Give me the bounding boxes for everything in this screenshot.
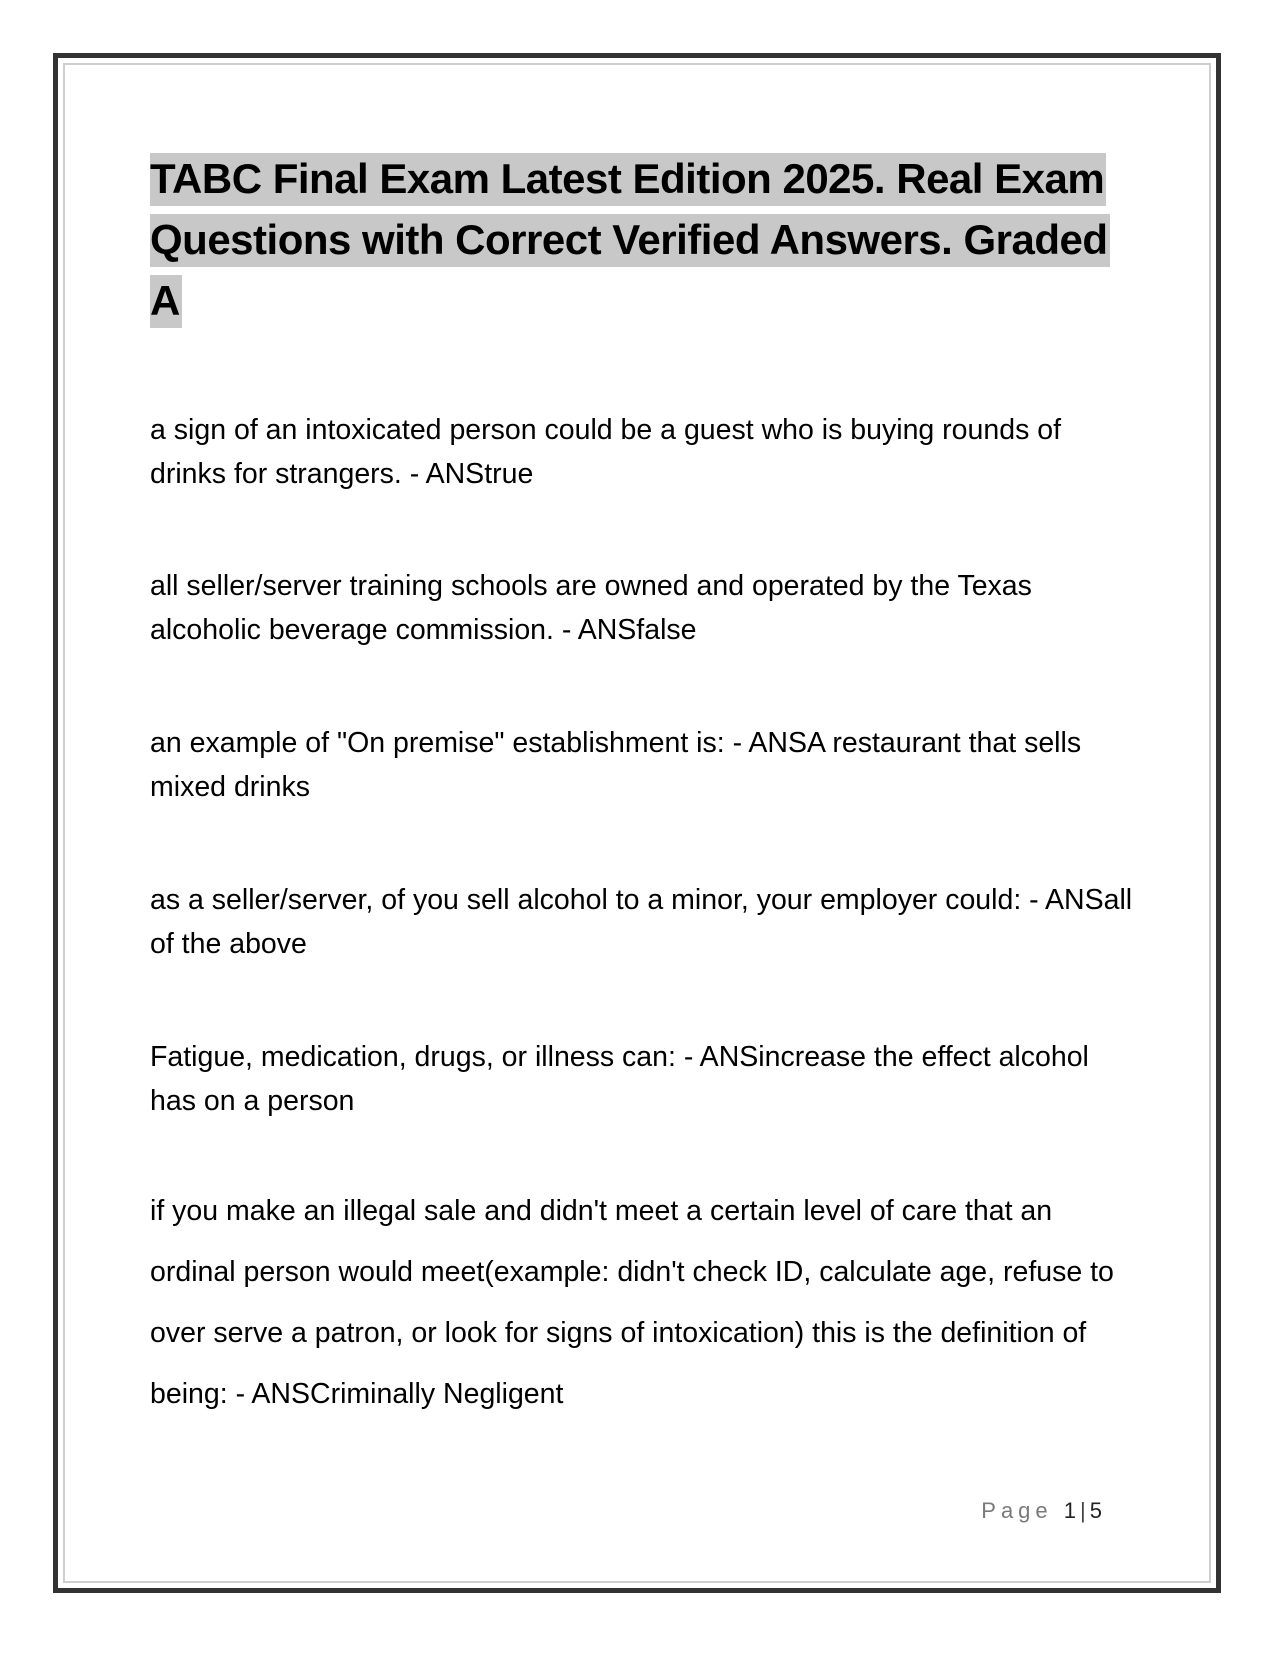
- question-item: as a seller/server, of you sell alcohol to a minor, your employer could: - ANSall of the above: [150, 884, 1133, 960]
- question-item: if you make an illegal sale and didn't meet a certain level of care that an ordinal person would meet(example: didn't check ID, calculate age, refuse to over serve a patron, or look for signs of intoxication) this is the definition of being: - ANSCriminally Negligent: [150, 1195, 1114, 1410]
- question-item: all seller/server training schools are owned and operated by the Texas alcoholic beverage commission. - ANSfalse: [150, 570, 1032, 646]
- page-current: 1: [1063, 1498, 1077, 1523]
- page-label: Page: [981, 1498, 1053, 1523]
- question-item: an example of "On premise" establishment is: - ANSA restaurant that sells mixed drinks: [150, 727, 1082, 803]
- page-footer: [981, 1498, 1102, 1524]
- question-item: a sign of an intoxicated person could be a guest who is buying rounds of drinks for strangers. - ANStrue: [150, 414, 1062, 490]
- page-total: 5: [1089, 1498, 1102, 1523]
- document-title: [150, 148, 1140, 331]
- question-item: Fatigue, medication, drugs, or illness can: - ANSincrease the effect alcohol has on a person: [150, 1041, 1089, 1117]
- page-separator: |: [1080, 1498, 1086, 1523]
- title-highlight: TABC Final Exam Latest Edition 2025. Real Exam Questions with Correct Verified Answers. Graded A: [150, 153, 1110, 328]
